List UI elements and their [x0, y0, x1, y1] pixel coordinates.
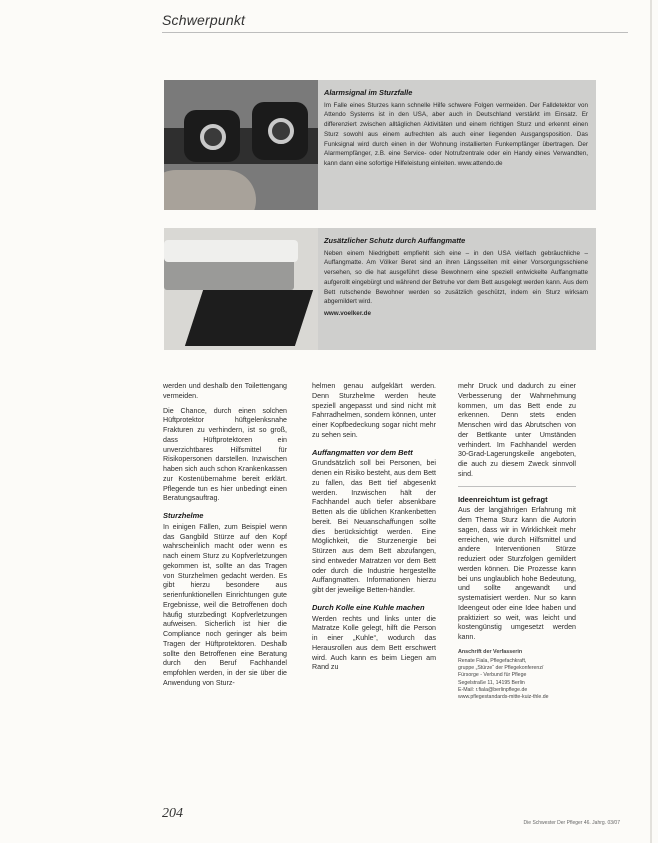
subheading-ideenreichtum: Ideenreichtum ist gefragt [458, 494, 548, 504]
divider [458, 486, 576, 487]
column-2 [312, 382, 436, 678]
infobox-link[interactable]: www.voelker.de [324, 309, 372, 317]
infobox-body: Neben einem Niedrigbett empfiehlt sich eine – in den USA vielfach gebräuchliche – Auffangmatte. Am Völker Beret sind an ihren Längsseiten mit einer Vorsorgungsschiene versehen, so die hat ausgeführt diese Bewohnern eine speziell entwickelte Auffangmatte aufgerollt eingebürgt und während der Betruhe vor dem Bett ausgelegt werden kann. Aus dem Bett rutschende Bewohner werden so zusätzlich geschützt, indem ein Sturz wirksam abgemildert wird. [324, 249, 588, 306]
address-line: www.pflegestandards-mitte-kuiz-thle.de [458, 693, 549, 700]
infobox-title: Alarmsignal im Sturzfalle [324, 88, 413, 97]
address-line: Fürsorge - Verbund für Pflege [458, 672, 527, 679]
address-line: gruppe „Stürze“ der Pflegekonferenz/ [458, 665, 544, 672]
photo-fall-detector [164, 80, 318, 210]
page-number: 204 [162, 806, 183, 821]
paragraph: Die Chance, durch einen solchen Hüftprotektor hüftgelenksnahe Frakturen zu verhindern, ist so groß, dass Hüftprotektoren ein unverzichtbares Hilfsmittel für Risikopersonen darstellen. Inzwischen haben sich auch schon Krankenkassen zur Kostenübernahme bereit erklärt. Pflegende tun es hier unbedingt einen Beratungsauftrag. [163, 406, 287, 503]
infobox-catch-mat [164, 228, 596, 350]
paragraph: mehr Druck und dadurch zu einer Verbesserung der Wahrnehmung kommen, um das Bett ende zu erkennen. Denn stets enden Menschen wird das Abrutschen von der Bettkante unter Umständen verhindert. Im Fachhandel werden 30-Grad-Lagerungskeile angeboten, die auch zu diesem Zweck sinnvoll sind. [458, 382, 576, 478]
address-line: Segelstraße 11, 14195 Berlin [458, 679, 525, 686]
address-line: Renate Fiala, Pflegefachkraft, [458, 657, 527, 664]
photo-bed-mat [164, 228, 318, 350]
address-line: E-Mail: r.fiala@berlinpflege.de [458, 686, 528, 693]
paragraph: werden und deshalb den Toilettengang vermeiden. [163, 382, 287, 400]
journal-footer: Die Schwester Der Pfleger 46. Jahrg. 03/07 [523, 820, 620, 826]
author-address-title: Anschrift der Verfasserin [458, 648, 523, 655]
author-address [458, 649, 576, 701]
infobox-text [324, 88, 588, 169]
paragraph: Aus der langjährigen Erfahrung mit dem Thema Sturz kann die Autorin sagen, dass wir in Wirklichkeit mehr erreichen, wie durch Hilfsmittel und andere Interventionen Stürze reduziert oder Sturzfolgen gemildert werden können. Die Prozesse kann bei uns unglaublich hohe Bedeutung, und sollte angewandt und systematisiert werden. Nur so kann Ideengeut oder eine Idee haben und praktiziert so weit, was leicht und kostengünstig umgesetzt werden kann. [458, 506, 576, 641]
infobox-fall-alarm [164, 80, 596, 210]
subheading-sturzhelme: Sturzhelme [163, 511, 204, 520]
paragraph: In einigen Fällen, zum Beispiel wenn das Gangbild Stürze auf den Kopf wahrscheinlich macht oder wenn es nach einem Sturz zu Kopfverletzungen gekommen ist, sollte an das Tragen von Sturzhelmen gedacht werden. Es gibt hierzu besondere aus serienfunktionellen Einrichtungen gute Ergebnisse, weil die Betroffenen doch häufig sturzbedingt Kopfverletzungen aufweisen. Sicherlich ist hier die Compliance noch geringer als beim Tragen der Hüftprotektoren. Deshalb sollte den Betroffenen eine Beratung durch den Beruf Fachhandel empfohlen werden, in der sie über die Anwendung von Sturz- [163, 522, 287, 687]
column-3 [458, 382, 576, 701]
paragraph: Werden rechts und links unter die Matratze Kolle gelegt, hilft die Person in einer „Kuhle“, wodurch das Herausrollen aus dem Bett erschwert wird. Auch kann es beim Liegen am Rand zu [312, 614, 436, 672]
header-rule [162, 32, 628, 33]
subheading-kolle: Durch Kolle eine Kuhle machen [312, 602, 425, 612]
infobox-body: Im Falle eines Sturzes kann schnelle Hilfe schwere Folgen vermeiden. Der Falldetektor von Attendo Systems ist in den USA, aber auch in Deutschland verstärkt im Einsatz. Er differenziert zwischen alltäglichen Aktivitäten und einem richtigen Sturz und erkennt einen Sturz sowohl aus einem aufrechten als auch einer liegenden Ausgangsposition. Das Funksignal wird durch einen in der Wohnung installierten Funkempfänger übertragen. Der Alarmempfänger, z.B. eine Service- oder Notrufzentrale oder ein Handy eines Verwandten, kann dann eine sofortige Hilfeleistung einleiten. www.attendo.de [324, 101, 588, 167]
paragraph: Grundsätzlich soll bei Personen, bei denen ein Risiko besteht, aus dem Bett zu fallen, das Bett tief abgesenkt werden. Inzwischen hält der Fachhandel auch tiefer absenkbare Betten als die üblichen Krankenbetten bereit. Bei Neuanschaffungen sollte dies berücksichtigt werden. Eine Möglichkeit, die Sturzenergie bei Stürzen aus dem Bett abzufangen, sind entweder Matratzen vor dem Bett oder durch die Industrie hergestellte Auffangmatten. Informationen hierzu gibt der jeweilige Betten-händler. [312, 459, 436, 594]
section-title: Schwerpunkt [162, 12, 246, 28]
paragraph: helmen genau aufgeklärt werden. Denn Sturzhelme werden heute speziell angepasst und sind nicht mit Fahrradhelmen, sondern können, unter einer Kopfbedeckung sogar nicht mehr zu sehen sein. [312, 382, 436, 439]
subheading-auffangmatten: Auffangmatten vor dem Bett [312, 447, 413, 457]
column-1 [163, 382, 287, 694]
page-edge [650, 0, 652, 843]
infobox-text [324, 236, 588, 319]
infobox-title: Zusätzlicher Schutz durch Auffangmatte [324, 236, 466, 245]
